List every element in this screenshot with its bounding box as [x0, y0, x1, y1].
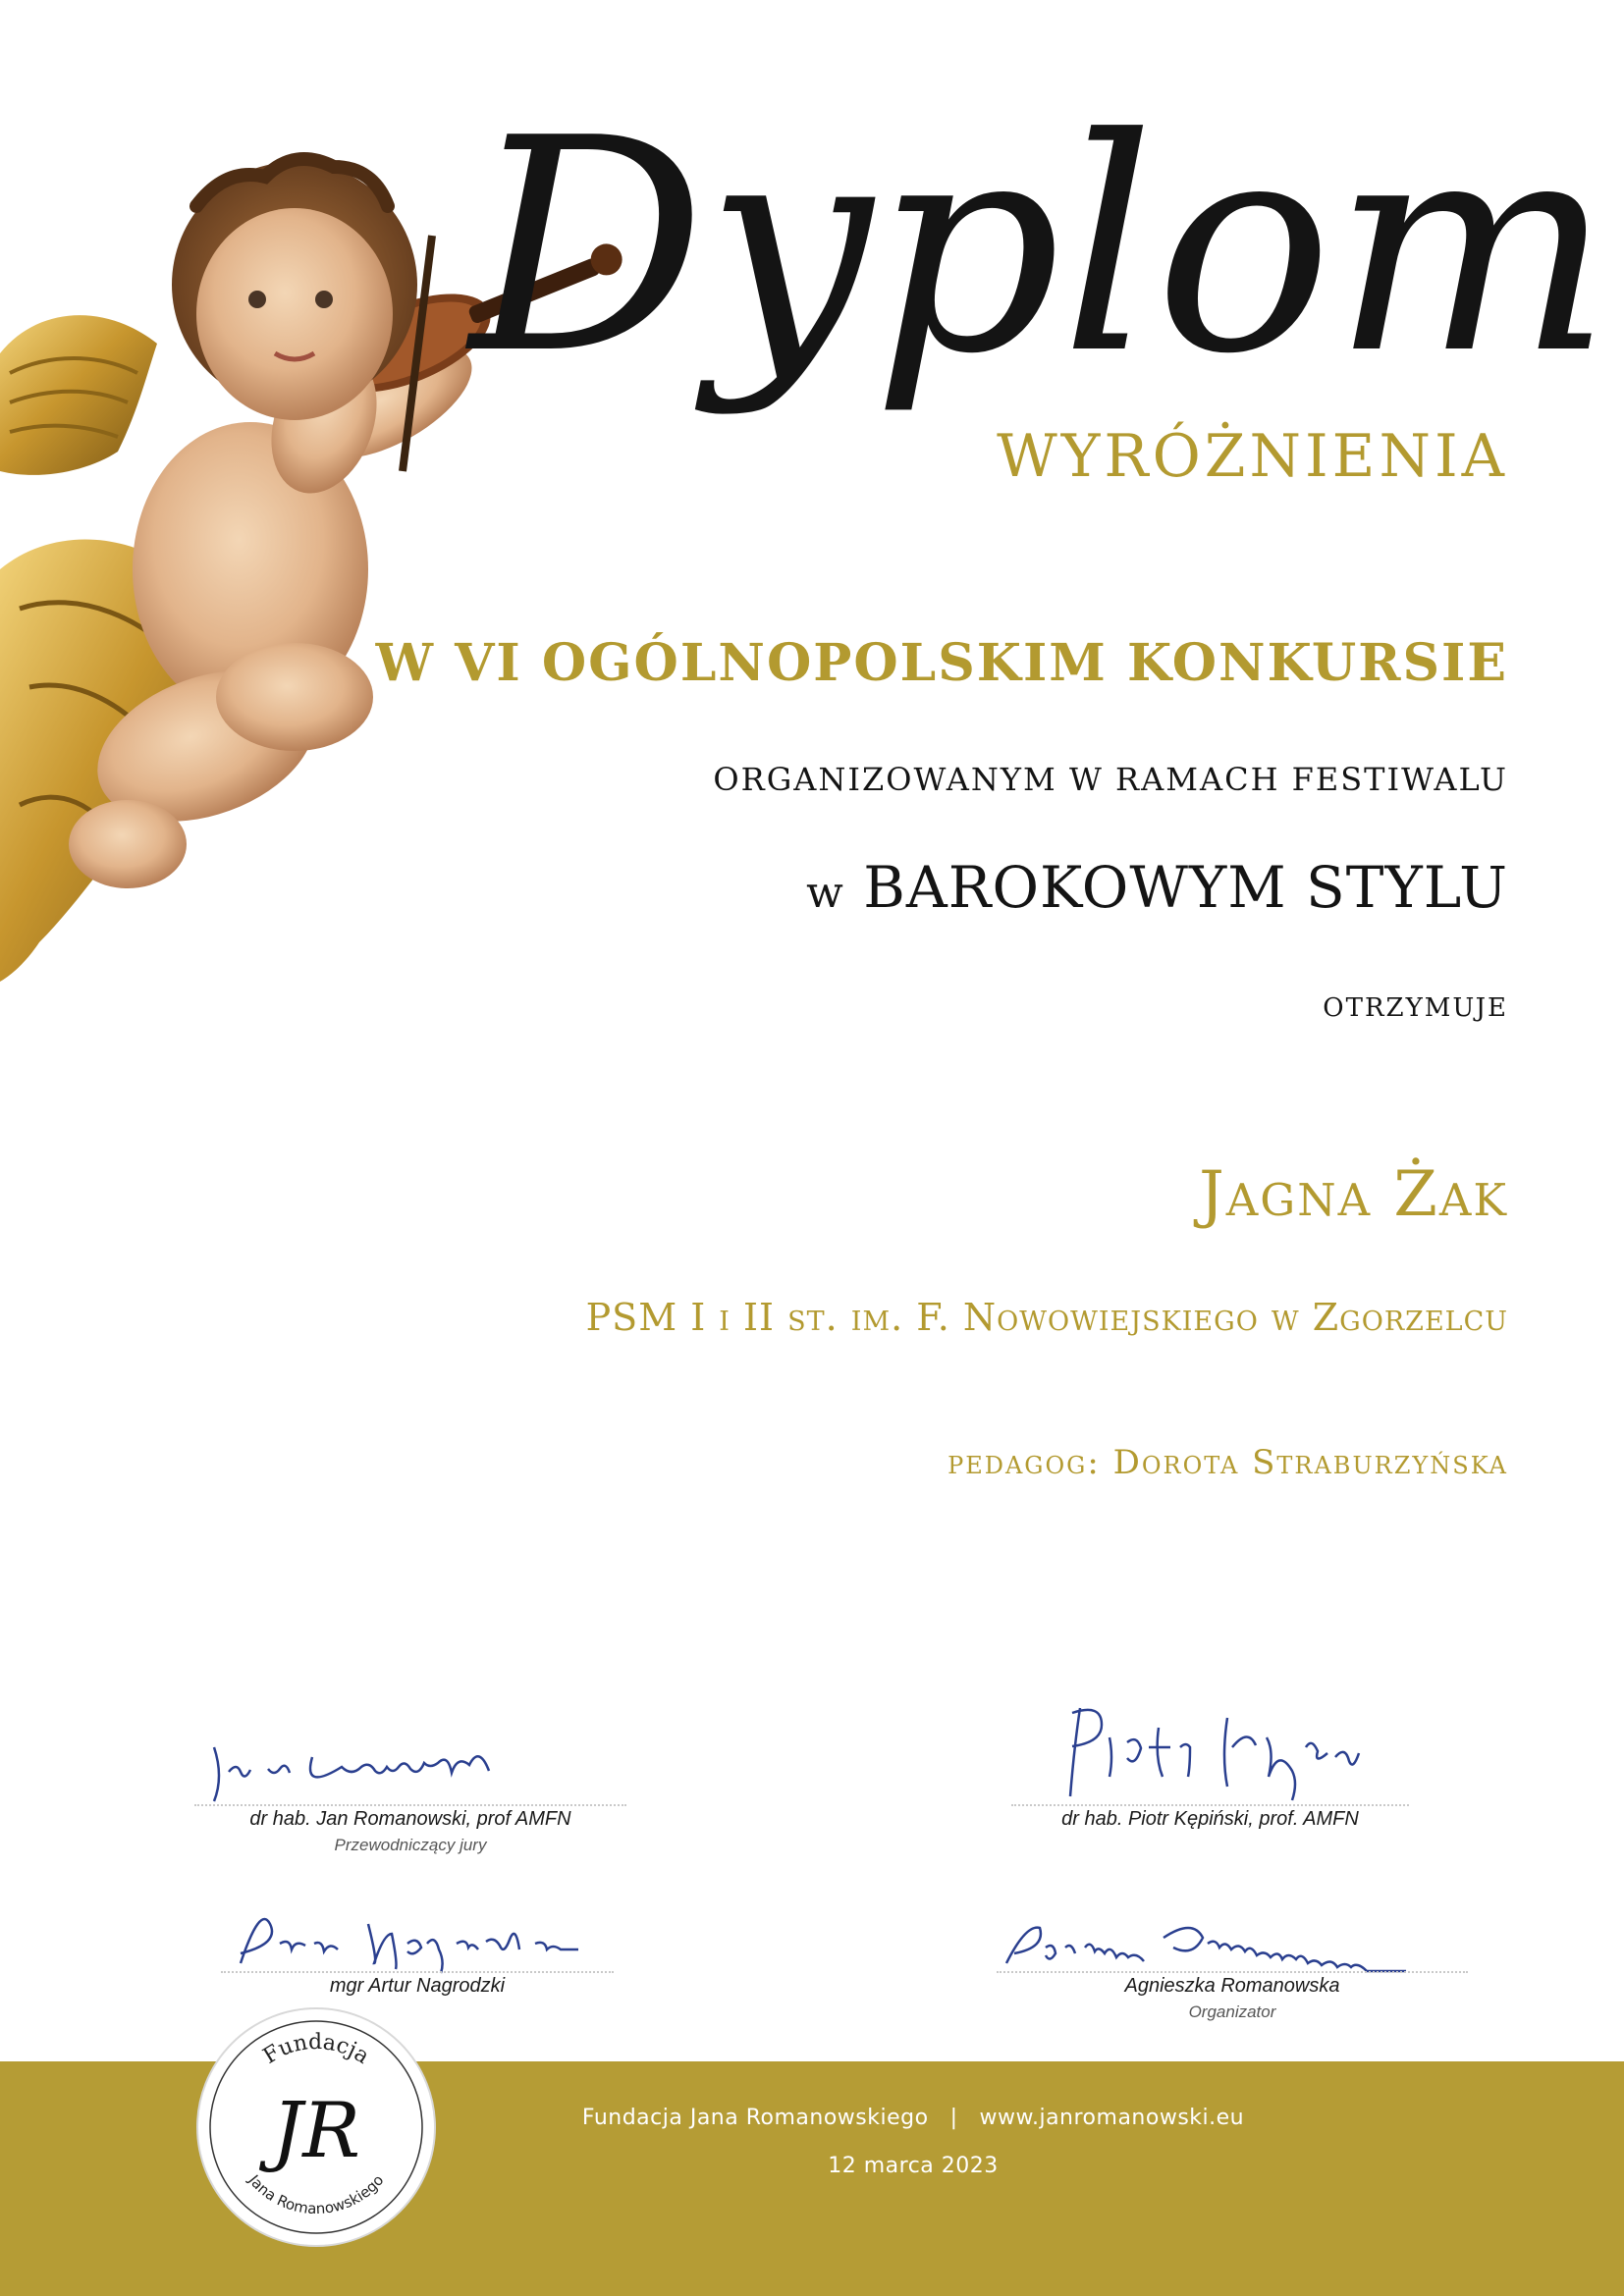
competition-line: W VI OGÓLNOPOLSKIM KONKURSIE	[375, 633, 1508, 693]
teacher-name: pedagog: Dorota Straburzyńska	[947, 1443, 1508, 1482]
handwritten-signature	[221, 1904, 614, 1973]
signatory-name: dr hab. Jan Romanowski, prof AMFN	[249, 1808, 571, 1830]
issue-date: 12 marca 2023	[828, 2154, 999, 2178]
footer-info	[530, 2106, 1296, 2130]
footer-separator: |	[949, 2106, 958, 2130]
award-subtitle: WYRÓŻNIENIA	[997, 422, 1508, 491]
signatory-name: Agnieszka Romanowska	[1124, 1975, 1340, 1997]
receives-label: OTRZYMUJE	[1323, 993, 1508, 1023]
foundation-name: Fundacja Jana Romanowskiego	[581, 2106, 929, 2130]
signatory-name: dr hab. Piotr Kępiński, prof. AMFN	[1061, 1808, 1359, 1830]
signature-block-organizer	[997, 1904, 1468, 2042]
festival-line	[806, 854, 1508, 921]
school-name: PSM I i II st. im. F. Nowowiejskiego w Zgorzelcu	[585, 1296, 1508, 1339]
diploma-title-text: Dyplom	[469, 76, 1612, 418]
handwritten-signature	[997, 1904, 1468, 1973]
seal-top-text: Fundacja	[258, 2029, 374, 2069]
signature-block-jury-chair	[194, 1728, 626, 1865]
foundation-seal-logo	[196, 2007, 436, 2247]
signatory-name: mgr Artur Nagrodzki	[329, 1975, 506, 1997]
handwritten-signature	[1011, 1688, 1409, 1806]
seal-bottom-text: Jana Romanowskiego	[244, 2171, 388, 2218]
signature-block-juror	[221, 1904, 614, 2012]
signatory-role: Organizator	[1188, 2002, 1276, 2021]
diploma-title	[469, 76, 1612, 564]
signature-block-juror	[1011, 1688, 1409, 1865]
seal-monogram: JR	[272, 2087, 360, 2175]
handwritten-signature	[194, 1728, 626, 1806]
website-link[interactable]: www.janromanowski.eu	[979, 2106, 1245, 2130]
recipient-name: Jagna Żak	[1199, 1158, 1508, 1231]
svg-text:Fundacja	[259, 2030, 374, 2069]
organized-line: ORGANIZOWANYM W RAMACH FESTIWALU	[713, 761, 1508, 798]
signatory-role: Przewodniczący jury	[334, 1836, 487, 1854]
svg-text:Jana Romanowskiego	[244, 2170, 388, 2217]
festival-prefix: w	[806, 868, 844, 918]
festival-name: BAROKOWYM STYLU	[863, 854, 1508, 921]
